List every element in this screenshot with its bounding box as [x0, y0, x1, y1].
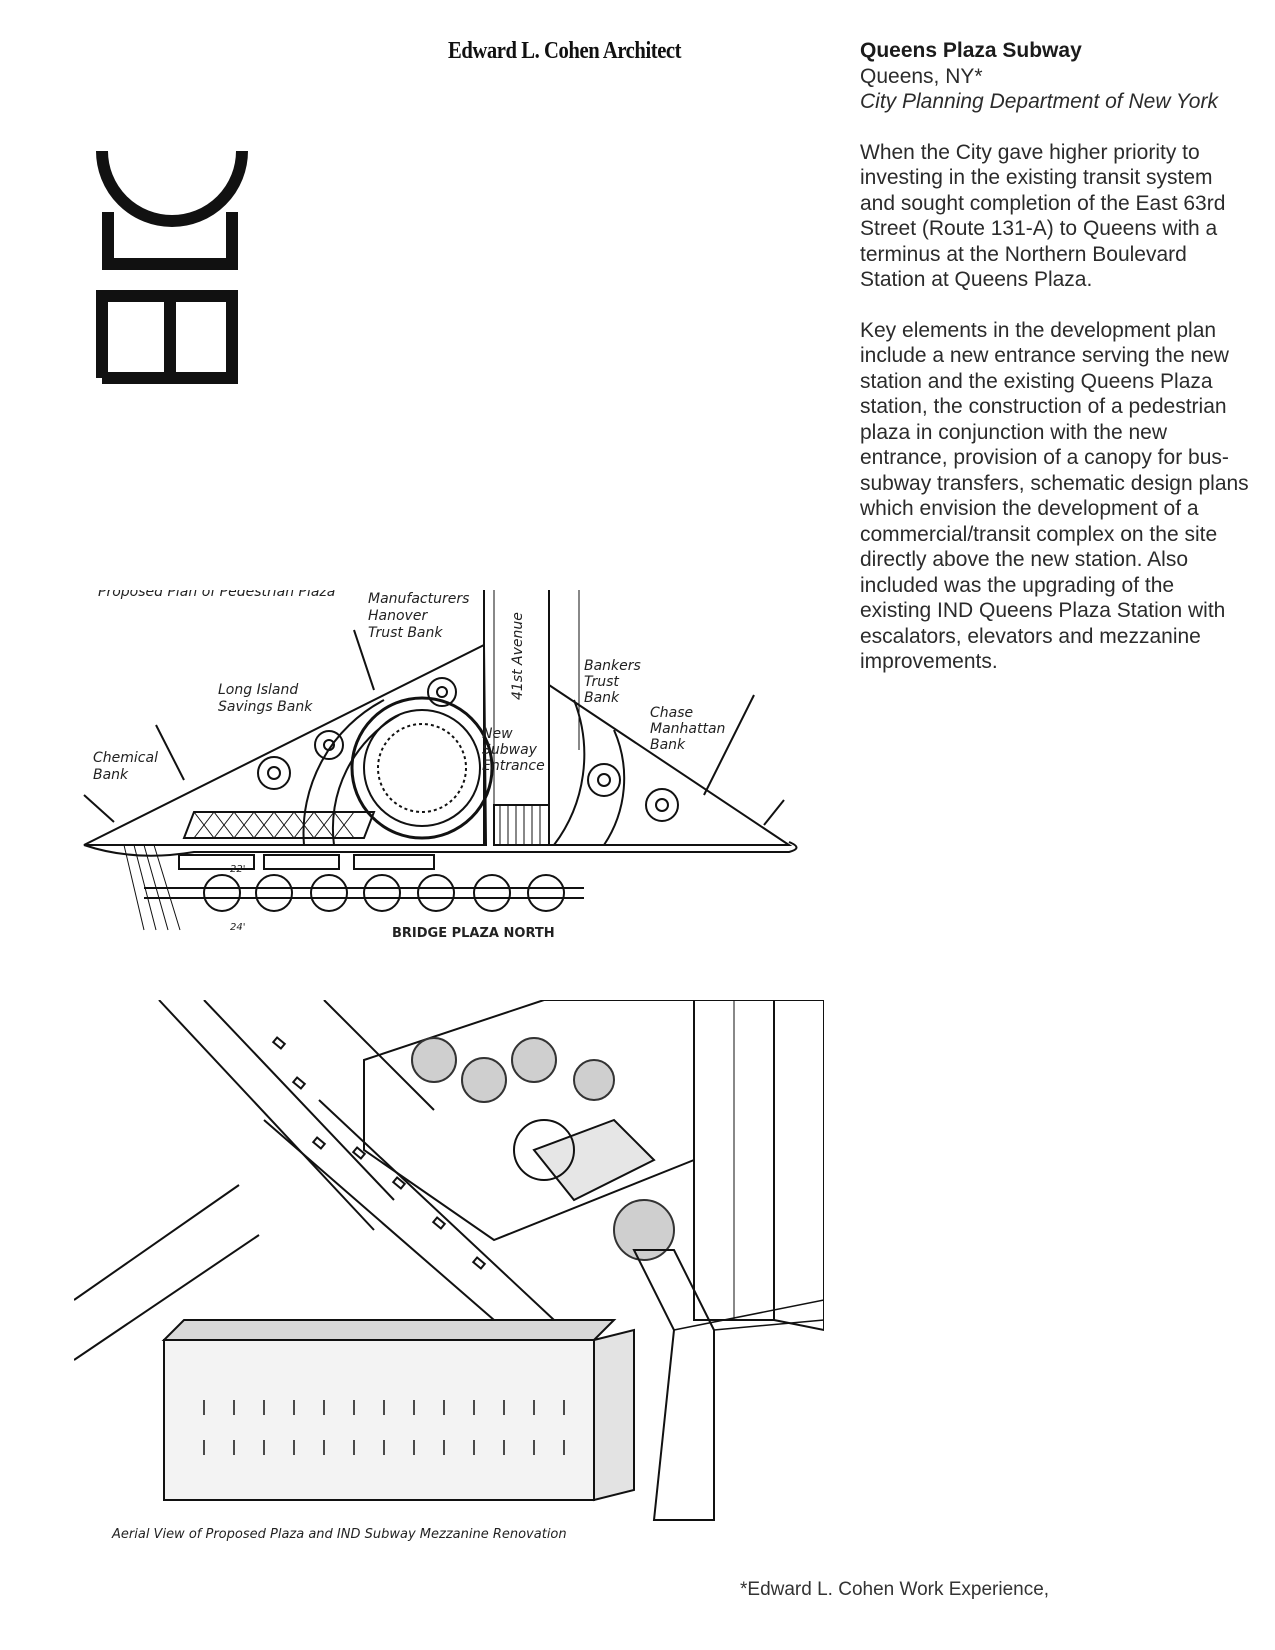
- label-bridge-plaza-north: BRIDGE PLAZA NORTH: [392, 926, 555, 941]
- elc-logo: [92, 44, 252, 384]
- label-manufacturers-2: Hanover: [368, 608, 428, 624]
- label-new-1: New: [482, 726, 513, 742]
- plaza-plan-svg: [74, 590, 824, 980]
- aerial-caption: Aerial View of Proposed Plaza and IND Subway Mezzanine Renovation: [112, 1527, 567, 1542]
- project-client: City Planning Department of New York: [860, 90, 1218, 113]
- label-manufacturers-1: Manufacturers: [368, 591, 470, 607]
- label-manufacturers-3: Trust Bank: [368, 625, 443, 641]
- aerial-view-drawing: [74, 1000, 824, 1570]
- project-paragraph-2: Key elements in the development plan include a new entrance serving the new station and the existing Queens Plaza station, the construction of a pedestrian plaza in conjunction with the new entrance, provision of a canopy for bus-subway transfers, schematic design plans which envision the development of a commercial/transit complex on the site directly above the new station. Also included was the upgrading of the existing IND Queens Plaza Station with escalators, elevators and mezzanine improvements.: [860, 318, 1249, 673]
- footnote: *Edward L. Cohen Work Experience,: [740, 1579, 1050, 1600]
- label-long-island-1: Long Island: [218, 682, 299, 698]
- label-bankers-1: Bankers: [584, 658, 641, 674]
- plan-caption: Proposed Plan of Pedestrian Plaza: [98, 590, 336, 600]
- project-paragraph-1: When the City gave higher priority to investing in the existing transit system and sought completion of the East 63rd Street (Route 131-A) to Queens with a terminus at the Northern Boulevard Station at Queens Plaza.: [860, 140, 1226, 291]
- label-chemical-2: Bank: [93, 767, 129, 783]
- plaza-plan-drawing: [74, 590, 824, 980]
- label-chase-1: Chase: [650, 705, 694, 721]
- firm-name: Edward L. Cohen Architect: [448, 38, 682, 64]
- label-bankers-3: Bank: [584, 690, 620, 706]
- label-chase-2: Manhattan: [650, 721, 726, 737]
- aerial-view-svg: [74, 1000, 824, 1570]
- label-chemical-1: Chemical: [93, 750, 158, 766]
- label-chase-3: Bank: [650, 737, 686, 753]
- label-long-island-2: Savings Bank: [218, 699, 313, 715]
- project-title: Queens Plaza Subway: [860, 39, 1082, 62]
- label-avenue: 41st Avenue: [510, 612, 526, 700]
- project-location: Queens, NY*: [860, 64, 983, 88]
- label-dim-24: 24': [230, 922, 246, 933]
- project-info: [860, 38, 1250, 675]
- label-new-2: Subway: [482, 742, 537, 758]
- label-new-3: Entrance: [482, 758, 545, 774]
- label-dim-22: 22': [230, 864, 246, 875]
- label-bankers-2: Trust: [584, 674, 619, 690]
- elc-logo-graphic: [92, 44, 252, 384]
